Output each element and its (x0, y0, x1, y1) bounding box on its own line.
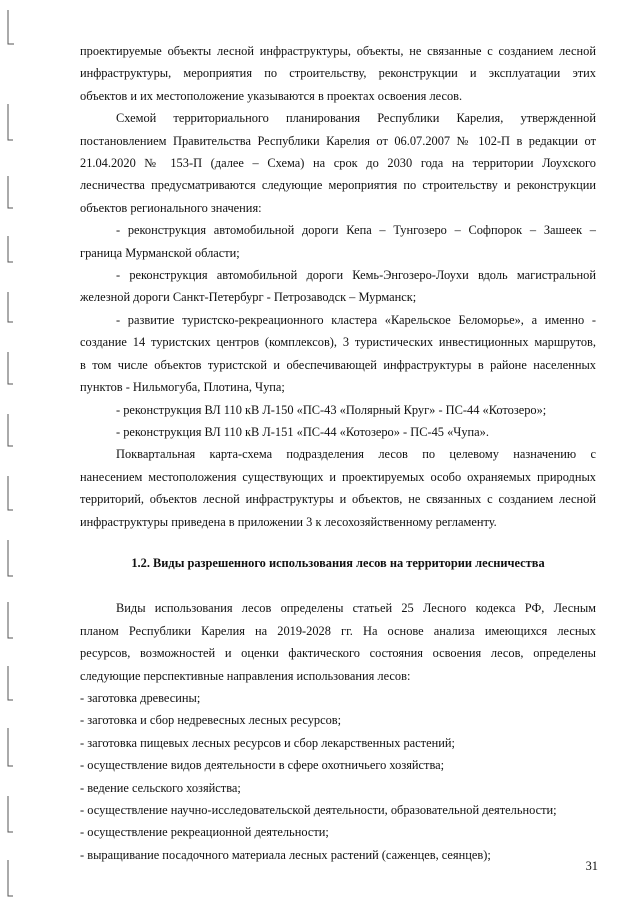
text-line: объектов и их местоположение указываются в проектах освоения лесов. (80, 88, 463, 103)
text-line: в том числе объектов туристской и обеспечивающей инфраструктуры в районе населенных (80, 357, 596, 372)
list-item (80, 219, 596, 264)
text-line: - развитие туристско-рекреационного кластера «Карельское Беломорье», а именно - (116, 312, 596, 327)
text-line: объектов регионального значения: (80, 200, 262, 215)
text-line: граница Мурманской области; (80, 245, 240, 260)
page-number: 31 (585, 859, 598, 873)
binding-marks (0, 0, 20, 905)
list-item: - осуществление рекреационной деятельности; (80, 825, 329, 840)
list-item: - заготовка пищевых лесных ресурсов и сбор лекарственных растений; (80, 735, 455, 750)
text-line: нанесением местоположения существующих и проектируемых особо охраняемых природных (80, 469, 596, 484)
text-line: создание 14 туристских центров (комплексов), 3 туристических инвестиционных маршрутов, (80, 335, 596, 350)
uses-list (80, 687, 596, 866)
paragraph-scheme (80, 107, 596, 219)
list-item: - заготовка древесины; (80, 690, 201, 705)
list-item: - заготовка и сбор недревесных лесных ресурсов; (80, 713, 342, 728)
text-line: ресурсов, возможностей и оценки фактического состояния освоения лесов, определены (80, 646, 596, 661)
list-item: - реконструкция ВЛ 110 кВ Л-151 «ПС-44 «Котозеро» - ПС-45 «Чупа». (116, 424, 489, 439)
list-item (80, 264, 596, 309)
text-line: 21.04.2020 № 153-П (далее – Схема) на срок до 2030 года на территории Лоухского (80, 156, 596, 171)
list-item: - реконструкция ВЛ 110 кВ Л-150 «ПС-43 «Полярный Круг» - ПС-44 «Котозеро»; (116, 402, 547, 417)
text-line: Поквартальная карта-схема подразделения лесов по целевому назначению с (116, 447, 596, 462)
text-line: Схемой территориального планирования Республики Карелия, утвержденной (116, 111, 596, 126)
text-line: планом Республики Карелия на 2019-2028 гг. На основе анализа имеющихся лесных (80, 623, 596, 638)
text-line: следующие перспективные направления использования лесов: (80, 668, 411, 683)
text-line: территорий, объектов лесной инфраструктуры и объектов, не связанных с созданием лесной (80, 492, 596, 507)
list-item (80, 309, 596, 399)
text-line: Виды использования лесов определены статьей 25 Лесного кодекса РФ, Лесным (116, 601, 596, 616)
text-line: постановлением Правительства Республики Карелия от 06.07.2007 № 102-П в редакции от (80, 133, 596, 148)
text-line: - реконструкция автомобильной дороги Кепа – Тунгозеро – Софпорок – Зашеек – (116, 223, 596, 238)
list-item: - осуществление научно-исследовательской деятельности, образовательной деятельности; (80, 803, 557, 817)
list-item: - осуществление видов деятельности в сфере охотничьего хозяйства; (80, 758, 445, 773)
text-line: лесничества предусматриваются следующие мероприятия по строительству и реконструкции (80, 178, 596, 193)
text-line: пунктов - Нильмогуба, Плотина, Чупа; (80, 380, 285, 395)
list-item: - ведение сельского хозяйства; (80, 780, 241, 795)
document-body (80, 40, 596, 866)
paragraph-map (80, 443, 596, 533)
paragraph-uses (80, 597, 596, 687)
list-item: - выращивание посадочного материала лесных растений (саженцев, сеянцев); (80, 847, 491, 862)
section-heading: 1.2. Виды разрешенного использования лесов на территории лесничества (131, 555, 545, 570)
text-line: - реконструкция автомобильной дороги Кемь-Энгозеро-Лоухи вдоль магистральной (116, 268, 596, 283)
text-line: инфраструктуры приведена в приложении 3 к лесохозяйственному регламенту. (80, 514, 497, 529)
text-line: инфраструктуры, мероприятия по строительству, реконструкции и эксплуатации этих (80, 66, 596, 81)
text-line: проектируемые объекты лесной инфраструктуры, объекты, не связанные с созданием лесной (80, 44, 596, 58)
paragraph-intro (80, 40, 596, 107)
text-line: железной дороги Санкт-Петербург - Петрозаводск – Мурманск; (80, 290, 417, 305)
